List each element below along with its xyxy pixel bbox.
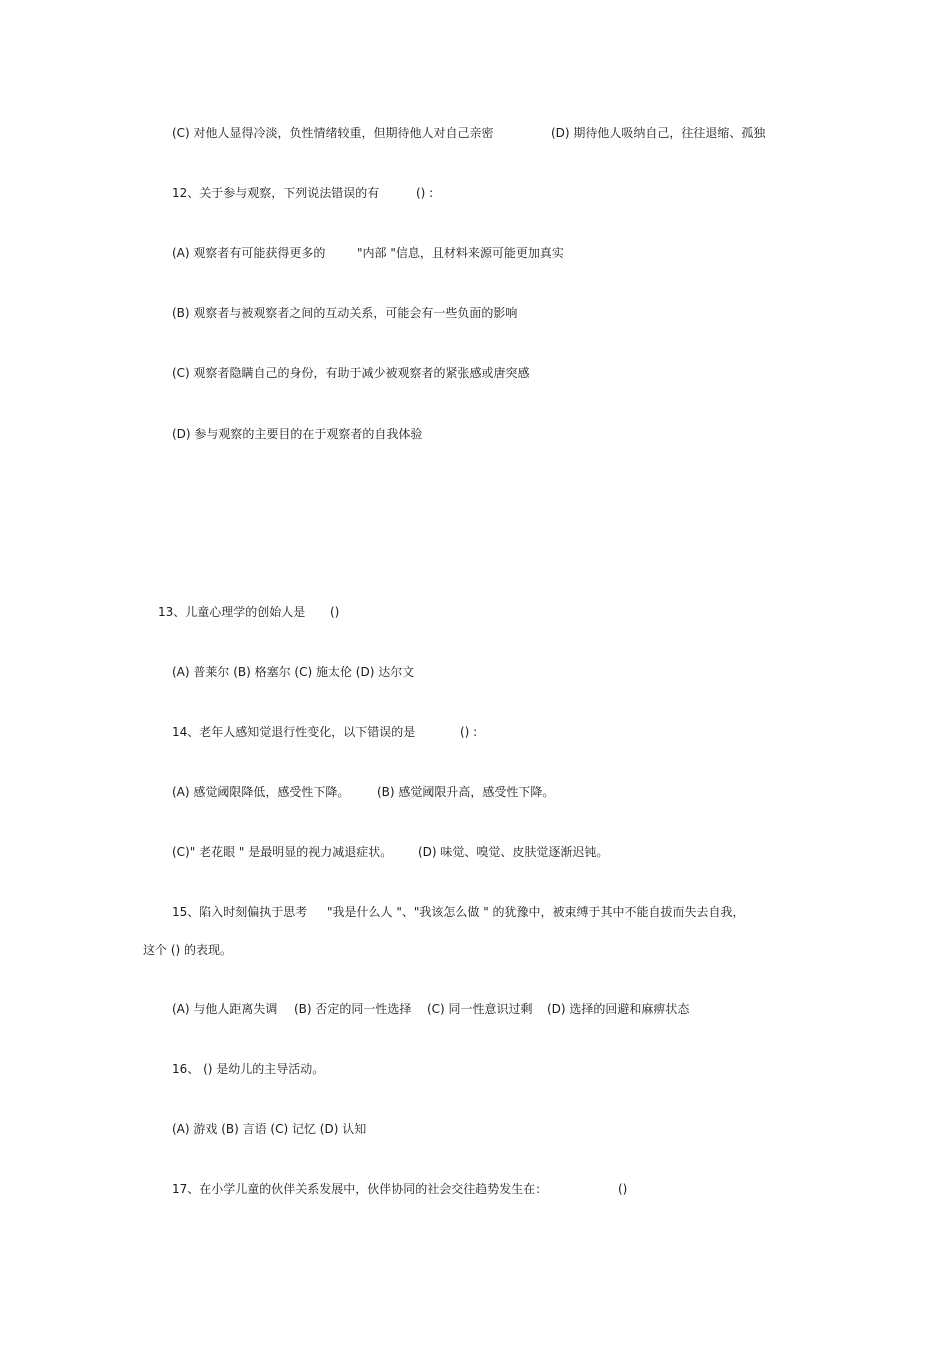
q14-stem: 14、老年人感知觉退行性变化，以下错误的是 [172,725,416,739]
q15-stem-part2: "我是什么人 "、"我该怎么做 " 的犹豫中，被束缚于其中不能自拔而失去自我， [327,905,745,919]
q14-option-a: (A) 感觉阈限降低，感受性下降。 [172,785,350,799]
q17-stem: 17、在小学儿童的伙伴关系发展中，伙伴协同的社会交往趋势发生在： [172,1182,548,1196]
q12-option-b: (B) 观察者与被观察者之间的互动关系，可能会有一些负面的影响 [172,306,518,320]
q15-option-a: (A) 与他人距离失调 [172,1002,278,1016]
q12-option-d: (D) 参与观察的主要目的在于观察者的自我体验 [172,427,423,441]
q16-options: (A) 游戏 (B) 言语 (C) 记忆 (D) 认知 [172,1122,367,1136]
q12-blank: () : [416,186,434,200]
q14-option-d: (D) 味觉、嗅觉、皮肤觉逐渐迟钝。 [418,845,609,859]
q14-blank: () : [460,725,478,739]
q15-stem-part3: 这个 () 的表现。 [143,943,232,957]
q14-option-b: (B) 感觉阈限升高，感受性下降。 [377,785,555,799]
q16-stem: 16、 () 是幼儿的主导活动。 [172,1062,325,1076]
q13-blank: () [330,605,340,619]
q13-stem: 13、儿童心理学的创始人是 [158,605,306,619]
q11-option-d: (D) 期待他人吸纳自己，往往退缩、孤独 [551,126,766,140]
q11-option-c: (C) 对他人显得冷淡，负性情绪较重，但期待他人对自己亲密 [172,126,494,140]
q12-option-a-part2: "内部 "信息，且材料来源可能更加真实 [357,246,564,260]
q15-option-d: (D) 选择的回避和麻痹状态 [547,1002,690,1016]
q15-stem-part1: 15、陷入时刻偏执于思考 [172,905,308,919]
q13-options: (A) 普莱尔 (B) 格塞尔 (C) 施太伦 (D) 达尔文 [172,665,415,679]
q15-option-b: (B) 否定的同一性选择 [294,1002,412,1016]
q14-option-c: (C)" 老花眼 " 是最明显的视力减退症状。 [172,845,393,859]
q12-option-c: (C) 观察者隐瞒自己的身份，有助于减少被观察者的紧张感或唐突感 [172,366,530,380]
q15-option-c: (C) 同一性意识过剩 [427,1002,533,1016]
q17-blank: () [618,1182,628,1196]
q12-option-a-part1: (A) 观察者有可能获得更多的 [172,246,326,260]
q12-stem: 12、关于参与观察，下列说法错误的有 [172,186,380,200]
